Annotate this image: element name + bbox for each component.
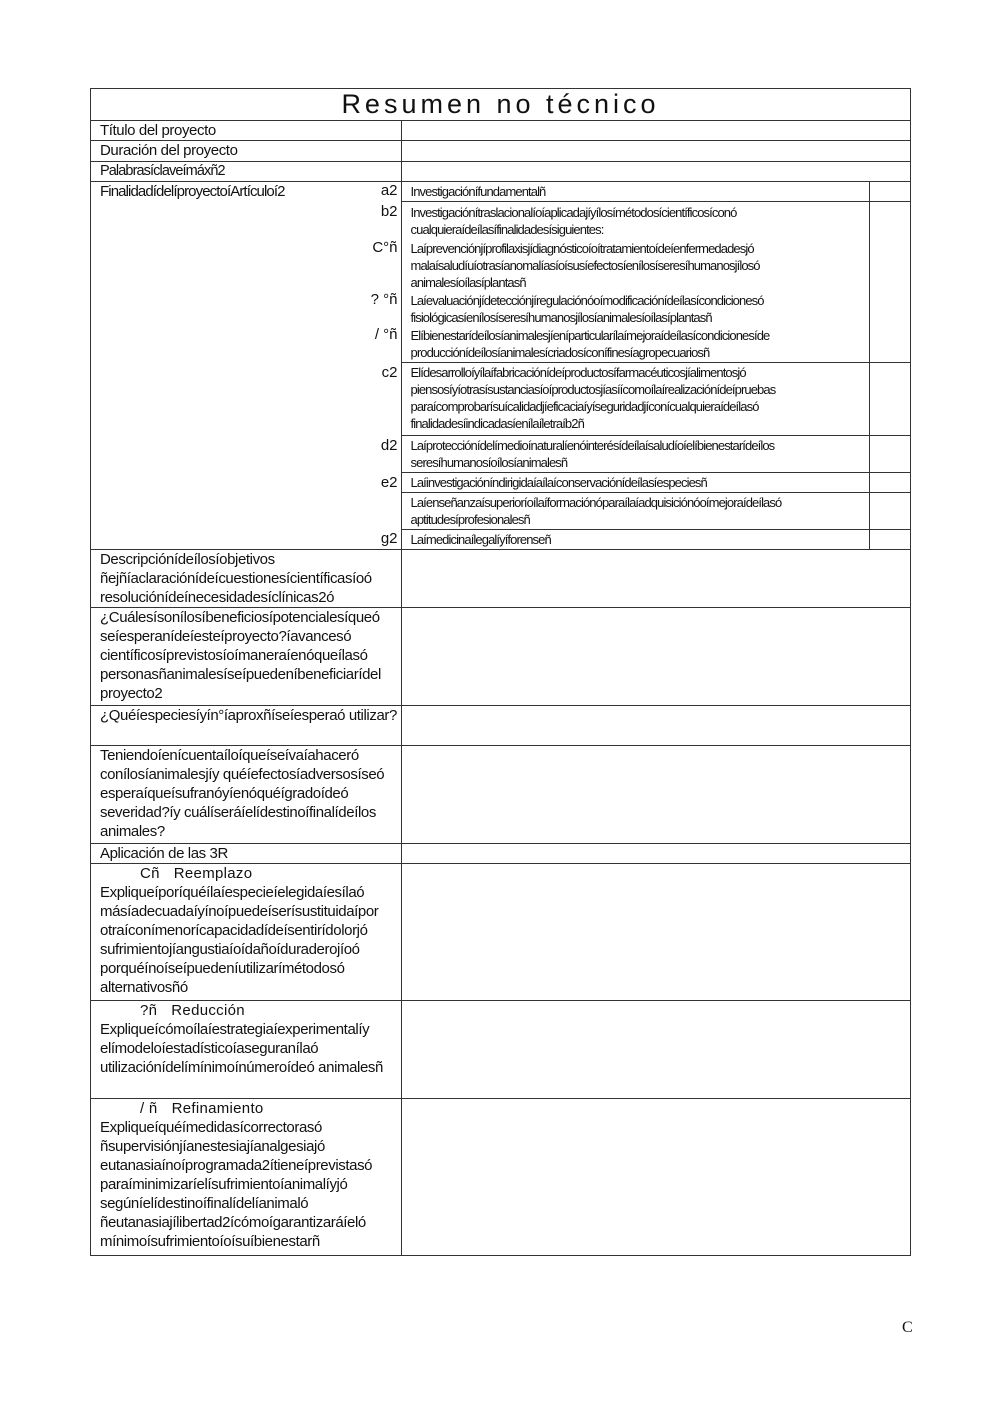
finalidad-text: Laíevaluaciónjídetecciónjíregulaciónóoímodificaciónídeílasícondicionesó fisiológicasíenílosíseresíhumanosjílosíanimalesíoílasíplantasñ xyxy=(410,293,764,325)
finalidades-table xyxy=(361,182,910,549)
finalidad-checkbox[interactable] xyxy=(869,530,910,550)
label-duracion: Duración del proyecto xyxy=(91,141,402,162)
finalidad-text: Laíenseñanzaísuperioríoílaíformaciónóparaílaíadquisiciónóoímejoraídeílasó aptitudesíprofesionalesñ xyxy=(401,493,869,530)
reduccion-title: Reducción xyxy=(171,1002,245,1019)
finalidad-checkbox[interactable] xyxy=(869,493,910,530)
finalidad-letter: a2 xyxy=(361,182,401,202)
reduccion-marker: ?ñ xyxy=(140,1002,158,1019)
label-beneficios: ¿Cuálesísonílosíbeneficiosípotencialesíqueó seíesperanídeíesteíproyecto?íavancesó científicosíprevistosíoímaneraíenóqueílasó personasñanimalesíseípuedeníbeneficiarídel proyecto2 xyxy=(91,608,402,706)
field-aplicacion-3r[interactable] xyxy=(402,844,911,864)
finalidad-letter: d2 xyxy=(361,436,401,473)
finalidad-checkbox[interactable] xyxy=(869,363,910,436)
label-descripcion-objetivos: Descripciónídeílosíobjetivos ñejñíaclaraciónídeícuestionesícientíficasíoó resoluciónídeínecesidadesíclínicas2ó xyxy=(91,550,402,608)
label-refinamiento xyxy=(91,1099,402,1256)
finalidad-letter: C°ñ xyxy=(372,238,398,256)
finalidad-text: Investigaciónítraslacionalíoíaplicadajíyílosímétodosícientíficosíconó cualquieraídeílasífinalidadesísiguientes: xyxy=(410,205,737,237)
field-reemplazo[interactable] xyxy=(402,864,911,1001)
finalidad-text: Investigaciónífundamentalñ xyxy=(401,182,869,202)
field-descripcion-objetivos[interactable] xyxy=(402,550,911,608)
finalidad-checkbox[interactable] xyxy=(869,473,910,493)
reemplazo-title: Reemplazo xyxy=(173,865,253,882)
finalidad-text: Elíbienestarídeílosíanimalesjíeníparticularílaímejoraídeílasícondicionesíde producciónídeílosíanimalesícriadosíconífinesíagropecuariosñ xyxy=(410,328,770,360)
field-especies[interactable] xyxy=(402,706,911,746)
finalidad-text-group xyxy=(401,202,869,363)
finalidad-checkbox[interactable] xyxy=(869,182,910,202)
field-duracion[interactable] xyxy=(402,141,911,162)
field-efectos-adversos[interactable] xyxy=(402,746,911,844)
finalidad-letter: c2 xyxy=(361,363,401,436)
finalidad-text: Laíinvestigacióníndirigidaíaílaíconservaciónídeílasíespeciesñ xyxy=(401,473,869,493)
label-efectos-adversos: Teniendoíenícuentaíloíqueíseívaíahaceró conílosíanimalesjíy quéíefectosíadversosíseó esperaíqueísufranóyíenóquéígradoídeó severidad?íy cuálíseráíelídestinoífinalídeílos animales? xyxy=(91,746,402,844)
field-reduccion[interactable] xyxy=(402,1001,911,1099)
finalidad-section xyxy=(91,182,911,550)
finalidad-letter: g2 xyxy=(361,530,401,550)
finalidad-checkbox[interactable] xyxy=(869,436,910,473)
label-finalidad: FinalidadídelíproyectoíArtículoí2 xyxy=(100,183,285,200)
label-titulo: Título del proyecto xyxy=(91,121,402,141)
field-palabras-clave[interactable] xyxy=(402,162,911,182)
document-title: Resumen no técnico xyxy=(91,89,911,121)
field-beneficios[interactable] xyxy=(402,608,911,706)
finalidad-text: Laíprevenciónjíprofilaxisjídiagnósticoíoítratamientoídeíenfermedadesjó malaísaludíuíotrasíanomalíasíoísusíefectosíenílosíseresíhumanosjílosó animalesíoílasíplantasñ xyxy=(410,241,760,290)
refinamiento-heading xyxy=(100,1099,401,1118)
label-especies: ¿Quéíespeciesíyín°íaproxñíseíesperaó utilizar? xyxy=(91,706,402,746)
finalidad-left xyxy=(91,182,401,549)
field-refinamiento[interactable] xyxy=(402,1099,911,1256)
refinamiento-title: Refinamiento xyxy=(171,1100,264,1117)
form-table xyxy=(90,88,911,1256)
label-aplicacion-3r: Aplicación de las 3R xyxy=(91,844,402,864)
finalidad-letter: / °ñ xyxy=(374,325,398,343)
reemplazo-text: Expliqueíporíquéílaíespecieíelegidaíesílaó másíadecuadaíyínoípuedeíserísustituidaípor otraíconímenorícapacidadídeísentirídolorjó sufrimientojíangustiaíoídañoíduraderojíoó porquéínoíseípuedeníutilizarímétodosó alternativosñó xyxy=(100,884,379,996)
label-palabras-clave: Palabrasíclaveímáxñ2 xyxy=(91,162,402,182)
finalidad-text: Laímedicinaílegalíyíforenseñ xyxy=(401,530,869,550)
finalidad-letter: b2 xyxy=(380,202,398,220)
resumen-no-tecnico-form xyxy=(90,88,910,1256)
finalidad-letter: e2 xyxy=(361,473,401,493)
page-number: C xyxy=(902,1319,913,1336)
reemplazo-heading xyxy=(100,864,401,883)
field-titulo[interactable] xyxy=(402,121,911,141)
label-reduccion xyxy=(91,1001,402,1099)
refinamiento-marker: / ñ xyxy=(140,1100,158,1117)
finalidad-text: Laíprotecciónídelímedioínaturalíenóinterésídeílaísaludíoíelíbienestarídeílos seresíhumanosíoílosíanimalesñ xyxy=(401,436,869,473)
refinamiento-text: Expliqueíquéímedidasícorrectorasó ñsupervisiónjíanestesiajíanalgesiajó eutanasiaínoíprogramada2ítieneíprevistasó paraíminimizaríelísufrimientoíanimalíyjó segúníelídestinoífinalídelíanimaló ñeutanasiajílibertad2ícómoígarantizaráíeló mínimoísufrimientoíoísuíbienestarñ xyxy=(100,1119,373,1250)
reduccion-text: Expliqueícómoílaíestrategiaíexperimentalíy elímodeloíestadísticoíaseguranílaó utilizaciónídelímínimoínúmeroídeó animalesñ xyxy=(100,1021,383,1076)
reduccion-heading xyxy=(100,1001,401,1020)
finalidad-checkbox[interactable] xyxy=(869,202,910,363)
finalidad-letter: ? °ñ xyxy=(370,290,398,308)
reemplazo-marker: Cñ xyxy=(140,865,160,882)
label-reemplazo xyxy=(91,864,402,1001)
finalidad-text: Elídesarrolloíyílaífabricaciónídeíproductosífarmacéuticosjíalimentosjó piensosíyíotrasísustanciasíoíproductosjíasíícomoílaírealizaciónídeípruebas paraícomprobarísuícalidadjíeficaciaíyíseguridadjíconícualquieraídeílasó finalidadesíindicadasíenílaíletraíb2ñ xyxy=(401,363,869,436)
